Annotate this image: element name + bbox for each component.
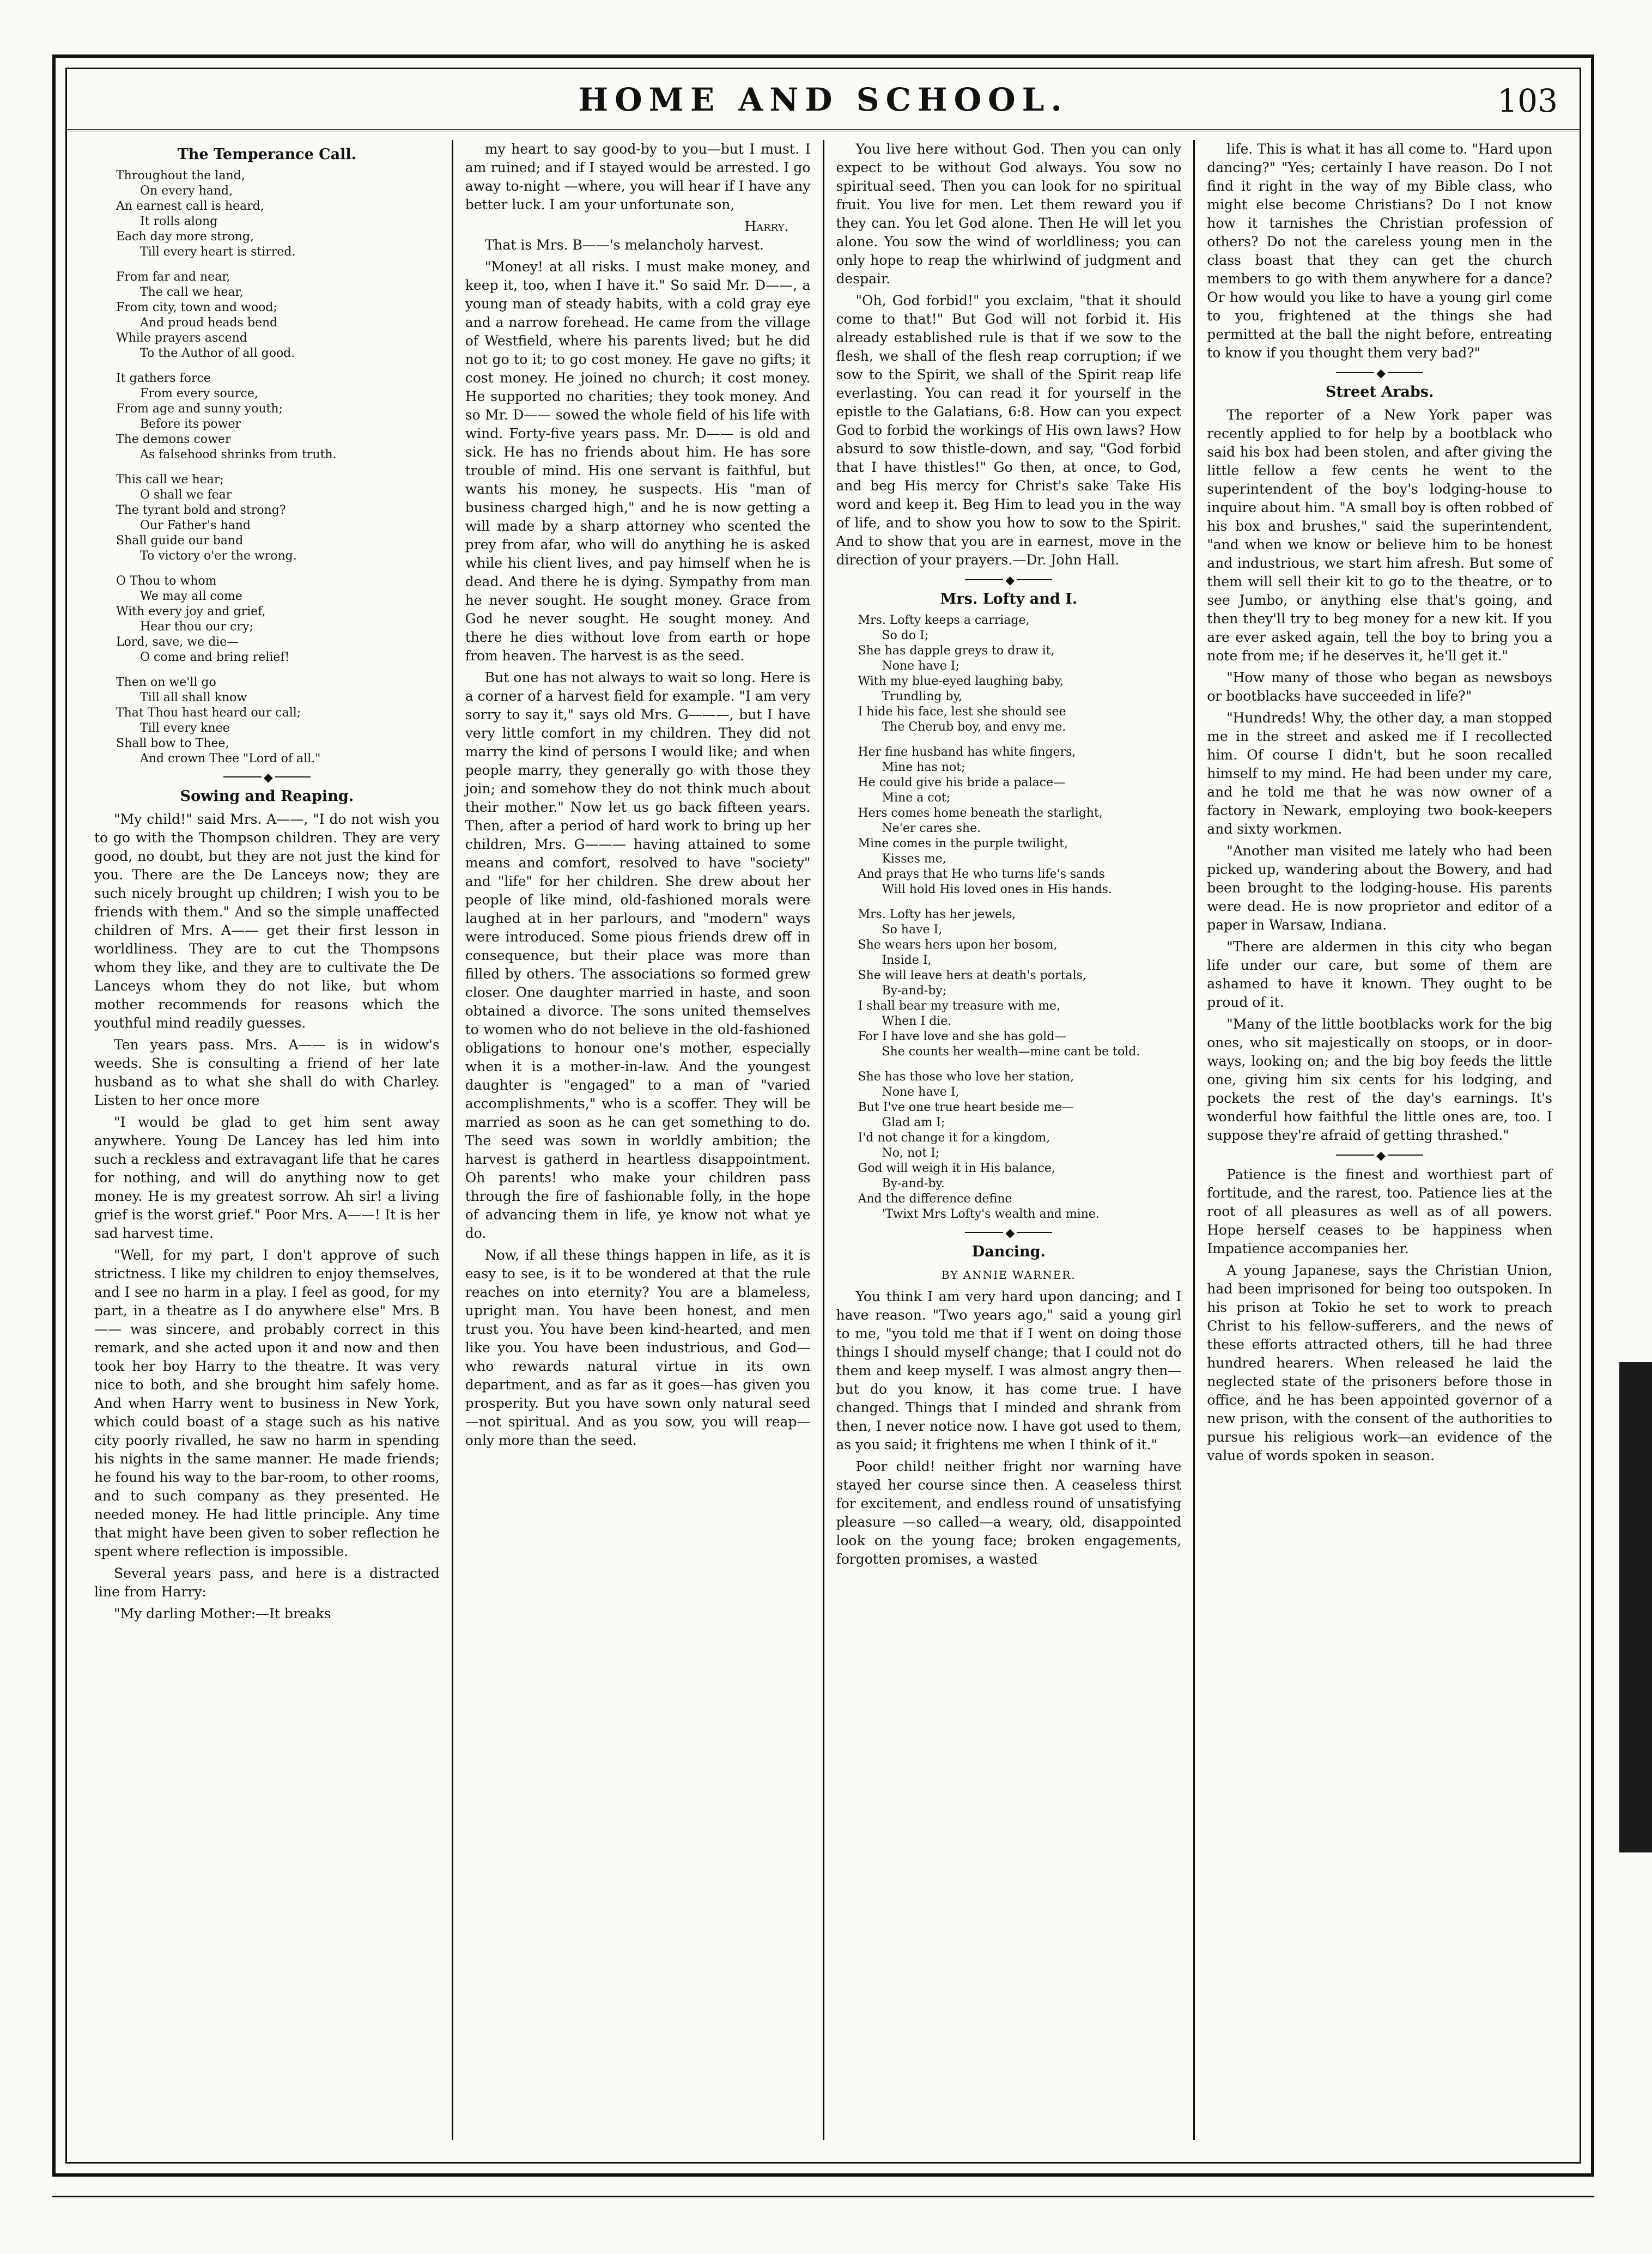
poem-line: When I die. xyxy=(882,1014,952,1028)
poem-line: It gathers force xyxy=(116,372,211,385)
poem-line: The Cherub boy, and envy me. xyxy=(882,720,1066,734)
page-frame xyxy=(52,54,1594,2177)
poem-stanza xyxy=(858,1070,1182,1222)
poem-line: Then on we'll go xyxy=(116,676,216,689)
paragraph: "My child!" said Mrs. A——, "I do not wish you to go with the Thompson children. They are very good, no doubt, but they are not just the kind for you. There are the De Lanceys now; they are such nicely brought up children; I wish you to be friends with them." And so the simple unaffected children of Mrs. A—— get their first lesson in worldliness. They are to cut the Thompsons whom they like, and they are to cultivate the De Lanceys whom they do not like, but whom mother recommends for reasons which the youthful mind readily guesses. xyxy=(94,811,440,1031)
poem-line: The tyrant bold and strong? xyxy=(116,503,286,517)
poem-line: Till every knee xyxy=(140,721,230,735)
poem-line: O Thou to whom xyxy=(116,574,217,588)
paragraph: my heart to say good-by to you—but I must. I am ruined; and if I stayed would be arrested. I go away to-night —where, you will hear if I have any better luck. I am your unfortunate son, xyxy=(465,141,811,212)
paragraph: Several years pass, and here is a distracted line from Harry: xyxy=(94,1565,440,1600)
poem-line: Mrs. Lofty keeps a carriage, xyxy=(858,613,1030,627)
poem-line: An earnest call is heard, xyxy=(116,199,264,213)
arabs-text xyxy=(1207,406,1552,1145)
poem-stanza xyxy=(116,168,440,260)
poem-line: With every joy and grief, xyxy=(116,605,266,618)
section-divider xyxy=(1336,1155,1423,1156)
poem-line: And the difference define xyxy=(858,1192,1012,1206)
poem-line: From age and sunny youth; xyxy=(116,402,283,416)
poem-line: From far and near, xyxy=(116,270,230,284)
poem-line: Shall guide our band xyxy=(116,534,244,548)
poem-line: But I've one true heart beside me— xyxy=(858,1101,1074,1114)
lofty-poem xyxy=(858,613,1182,1222)
poem-line: Mine comes in the purple twilight, xyxy=(858,837,1068,850)
paragraph: The reporter of a New York paper was recently applied to for help by a bootblack who said his box had been stolen, and after giving the little fellow a few cents he went to the superintendent of the boy's lodging-house to inquire about him. "A small boy is often robbed of his box and brushes," said the superintendent, "and when we know or believe him to be honest and industrious, we start him afresh. But some of them will sell their kit to go to the theatre, or to see Jumbo, or anything else that's going, and then they'll try to beg money for a new kit. If you are ever asked again, tell the boy to bring you a note from me; if he deserves it, he'll get it." xyxy=(1207,407,1552,664)
poem-line: Our Father's hand xyxy=(140,519,251,532)
poem-line: Till every heart is stirred. xyxy=(140,245,296,259)
poem-line: She will leave hers at death's portals, xyxy=(858,969,1086,982)
poem-line: For I have love and she has gold— xyxy=(858,1030,1067,1043)
poem-line: By-and-by. xyxy=(882,1177,945,1190)
paragraph: You live here without God. Then you can only expect to be without God always. You sow no spiritual seed. Then you can look for no spiritual fruit. You live for men. Let them reward you if they can. You let God alone. Then He will let you alone. You sow the wind of worldliness; you can only hope to reap the whirlwind of judgment and despair. xyxy=(836,141,1182,287)
column-3 xyxy=(824,140,1195,2140)
page-edge-shadow xyxy=(1619,1362,1652,1852)
poem-line: She has those who love her station, xyxy=(858,1070,1074,1084)
paragraph: That is Mrs. B——'s melancholy harvest. xyxy=(484,237,764,253)
dancing-heading: Dancing. xyxy=(971,1243,1046,1260)
paragraph: life. This is what it has all come to. "Hard upon dancing?" "Yes; certainly I have reason. Do I not find it right in the way of my Bible class, who might else become Christians? Do I not know how it tarnishes the Christian profession of others? Do not the careless young men in the class boast that they can get the church members to go with them anywhere for a dance? Or how would you like to have a young girl come to you, frightened at the things she had permitted at the ball the night before, entreating to know if you thought them very bad?" xyxy=(1207,141,1552,361)
page-number: 103 xyxy=(1497,82,1558,119)
lofty-heading: Mrs. Lofty and I. xyxy=(940,591,1078,607)
poem-stanza xyxy=(858,745,1182,897)
paragraph: You think I am very hard upon dancing; and I have reason. "Two years ago," said a young girl to me, "you told me that if I went on doing those things I should myself change; that I could not do them and keep myself. I was almost angry then—but do you know, it has come true. I have changed. Things that I minded and shrank from then, I never notice now. I have got used to them, as you said; it frightens me when I think of it." xyxy=(836,1289,1182,1453)
paragraph: "Well, for my part, I don't approve of such strictness. I like my children to enjoy themselves, and I see no harm in a play. I feel as good, for my part, in a theatre as I do anywhere else" Mrs. B—— was sincere, and probably correct in this remark, and she acted upon it and now and then took her boy Harry to the theatre. It was very nice to both, and she brought him safely home. And when Harry went to business in New York, which could boast of a stage such as his native city poorly rivalled, he saw no harm in spending his nights in the same manner. He made friends; he found his way to the bar-room, to other rooms, and to such company as they presented. He needed money. He had little principle. Any time that might have been given to sober reflection he spent where reflection is impossible. xyxy=(94,1247,440,1559)
poem-line: Trundling by, xyxy=(882,690,963,703)
paragraph: "My darling Mother:—It breaks xyxy=(114,1606,331,1621)
poem-line: None have I, xyxy=(882,1085,959,1099)
section-divider xyxy=(965,579,1052,580)
paragraph: Poor child! neither fright nor warning have stayed her course since then. A ceaseless thirst for excitement, and endless round of unsatisfying pleasure —so called—a weary, old, disappointed look on the young face; broken engagements, forgotten promises, a wasted xyxy=(836,1459,1182,1567)
paragraph: "Oh, God forbid!" you exclaim, "that it should come to that!" But God will not forbid it. His already established rule is that if we sow to the flesh, we shall of the flesh reap corruption; if we sow to the Spirit, we shall of the Spirit reap life everlasting. You can read it for yourself in the epistle to the Galatians, 6:8. How can you expect God to forbid the workings of His own laws? How absurd to sow thistle-down, and say, "God forbid that I have thistles!" Go then, at once, to God, and beg His mercy for Christ's sake Take His word and keep it. Beg Him to lead you in the way of life, and to show you how to sow to the Spirit. And to show that you are in earnest, move in the direction of your prayers.—Dr. John Hall. xyxy=(836,293,1182,568)
poem-line: And prays that He who turns life's sands xyxy=(858,867,1105,881)
section-divider xyxy=(965,1232,1052,1233)
poem-line: Ne'er cares she. xyxy=(882,822,981,835)
poem-line: So do I; xyxy=(882,629,929,642)
paragraph: Ten years pass. Mrs. A—— is in widow's weeds. She is consulting a friend of her late husband as to what she shall do with Charley. Listen to her once more xyxy=(94,1037,440,1108)
poem-line: Kisses me, xyxy=(882,852,946,866)
poem-line: I shall bear my treasure with me, xyxy=(858,999,1061,1013)
sowing-column-1-text xyxy=(94,810,440,1623)
poem-line: I hide his face, lest she should see xyxy=(858,705,1066,719)
signature-harry: Harry. xyxy=(744,218,789,234)
paragraph: Now, if all these things happen in life, as it is easy to see, is it to be wondered at that the rule reaches on into eternity? You are a blameless, upright man. You have been honest, and men trust you. You have been kind-hearted, and men like you. You have been industrious, and God—who rewards natural virtue in its own department, and as far as it goes—has given you prosperity. But you have sown only natural seed—not spiritual. And as you sow, you will reap—only more than the seed. xyxy=(465,1247,811,1448)
poem-line: Before its power xyxy=(140,417,241,431)
poem-stanza xyxy=(858,907,1182,1060)
poem-stanza xyxy=(116,472,440,564)
paragraph: "Money! at all risks. I must make money, and keep it, too, when I have it." So said Mr. D——, a young man of steady habits, with a cold gray eye and a narrow forehead. He came from the village of Westfield, where his parents lived; but he did not go to it; to go cost money. He gave no gifts; it cost money. He joined no church; it cost money. He supported no charities; they took money. And so Mr. D—— sowed the whole field of his life with wind. Forty-five years pass. Mr. D—— is old and sick. He has no friends about him. He has sore trouble of mind. His one servant is faithful, but wants his money, he suspects. His "man of business charged high," and he is now getting a will made by a sharp attorney who scented the prey from afar, who will do anything he is asked while his client lives, and pay himself when he is dead. And there he is dying. Sympathy from man he never sought. He sought money. Grace from God he never sought. He sought money. And there he dies without love from earth or hope from heaven. The harvest is as the seed. xyxy=(465,259,811,664)
poem-line: O come and bring relief! xyxy=(140,651,290,664)
poem-line: And proud heads bend xyxy=(140,316,278,330)
poem-line: As falsehood shrinks from truth. xyxy=(140,448,337,461)
poem-stanza xyxy=(116,675,440,767)
temperance-poem xyxy=(116,168,440,767)
columns xyxy=(82,140,1564,2140)
poem-line: To victory o'er the wrong. xyxy=(140,549,297,563)
poem-line: While prayers ascend xyxy=(116,331,247,345)
poem-line: Hers comes home beneath the starlight, xyxy=(858,806,1103,820)
poem-line: On every hand, xyxy=(140,184,233,198)
poem-line: And crown Thee "Lord of all." xyxy=(140,752,321,765)
column-2 xyxy=(453,140,824,2140)
poem-line: From every source, xyxy=(140,387,258,400)
poem-stanza xyxy=(116,270,440,361)
patience-paragraph: Patience is the finest and worthiest part of fortitude, and the rarest, too. Patience lies at the root of all pleasures as well as of all powers. Hope herself ceases to be happiness when Impatience accompanies her. xyxy=(1207,1167,1552,1256)
paragraph: "Many of the little bootblacks work for the big ones, who sit majestically on stoops, or in door-ways, looking on; and the big boy feeds the little one, giving him six cents for his lodging, and pockets the rest of the day's earnings. It's wonderful how faithful the little ones are, too. I suppose they're afraid of getting thrashed." xyxy=(1207,1016,1552,1143)
poem-line: 'Twixt Mrs Lofty's wealth and mine. xyxy=(882,1207,1100,1221)
poem-line: This call we hear; xyxy=(116,473,224,487)
poem-line: I'd not change it for a kingdom, xyxy=(858,1131,1050,1145)
poem-line: So have I, xyxy=(882,923,943,937)
paragraph: "I would be glad to get him sent away anywhere. Young De Lancey has led him into such a reckless and extravagant life that he cares for nothing, and will do anything now to get money. He is my greatest sorrow. Ah sir! a living grief is the worst grief." Poor Mrs. A——! It is her sad harvest time. xyxy=(94,1114,440,1241)
japanese-paragraph: A young Japanese, says the Christian Union, had been imprisoned for being too outspoken. In his prison at Tokio he set to work to preach Christ to his fellow-sufferers, and the news of these efforts attracted others, till he had three hundred hearers. When released he laid the neglected state of the prisoners before those in office, and he has been appointed governor of a new prison, with the consent of the authorities to pursue his religious work—an evidence of the value of words spoken in season. xyxy=(1207,1262,1552,1463)
poem-line: It rolls along xyxy=(140,215,218,228)
paragraph: "Hundreds! Why, the other day, a man stopped me in the street and asked me if I recollected him. Of course I didn't, but he soon recalled himself to my mind. He had been under my care, and he told me that he was now owner of a factory in Newark, employing two book-keepers and sixty workmen. xyxy=(1207,710,1552,837)
poem-stanza xyxy=(116,371,440,463)
column-4 xyxy=(1195,140,1564,2140)
poem-line: We may all come xyxy=(140,590,242,603)
poem-line: He could give his bride a palace— xyxy=(858,776,1066,789)
poem-line: No, not I; xyxy=(882,1146,940,1160)
paragraph: But one has not always to wait so long. Here is a corner of a harvest field for example. "I am very sorry to say it," says old Mrs. G———, but I have very little comfort in my children. They did not marry the kind of persons I would like; and when people marry, they generally go with those they join; and somehow they do not think much about their mother." Now let us go back fifteen years. Then, after a period of hard work to bring up her children, Mrs. G——— having attained to some means and comfort, resolved to have "society" and "life" for her children. She drew about her people of like mind, old-fashioned morals were laughed at in her parlours, and "modern" ways were introduced. Some pious friends drew off in consequence, but their place was more than filled by others. The associations so formed grew closer. One daughter married in haste, and soon obtained a divorce. The sons united themselves to women who do not believe in the old-fashioned obligations to honour one's mother, especially when it is a mother-in-law. And the youngest daughter is "engaged" to a man of "varied accomplishments," who is a scoffer. They will be married as soon as he can get something to do. The seed was sown in worldly ambition; the harvest is gatherd in heartless disappointment. Oh parents! who make your children pass through the fire of fashionable folly, in the hope of advancing them in life, ye know not what ye do. xyxy=(465,670,811,1241)
poem-line: Her fine husband has white fingers, xyxy=(858,745,1076,759)
poem-line: From city, town and wood; xyxy=(116,301,277,314)
column-1 xyxy=(82,140,453,2140)
poem-line: The demons cower xyxy=(116,433,231,446)
poem-line: Till all shall know xyxy=(140,691,247,704)
poem-line: God will weigh it in His balance, xyxy=(858,1162,1055,1175)
paragraph: "Another man visited me lately who had been picked up, wandering about the Bowery, and had been brought to the lodging-house. His parents were dead. He is now proprietor and editor of a paper in Warsaw, Indiana. xyxy=(1207,843,1552,933)
paragraph: "How many of those who began as newsboys or bootblacks have succeeded in life?" xyxy=(1207,670,1552,704)
poem-line: None have I; xyxy=(882,659,960,673)
footer-rule xyxy=(52,2196,1594,2197)
poem-line: That Thou hast heard our call; xyxy=(116,706,301,720)
masthead-title: HOME AND SCHOOL. xyxy=(578,81,1068,118)
poem-line: She wears hers upon her bosom, xyxy=(858,938,1058,952)
poem-stanza xyxy=(858,613,1182,735)
poem-line: O shall we fear xyxy=(140,488,232,502)
temperance-heading: The Temperance Call. xyxy=(177,146,357,163)
paragraph: "There are aldermen in this city who began life under our care, but some of them are ashamed to have it known. They ought to be proud of it. xyxy=(1207,939,1552,1010)
poem-line: Lord, save, we die— xyxy=(116,635,239,649)
arabs-heading: Street Arabs. xyxy=(1325,384,1434,400)
poem-line: Mrs. Lofty has her jewels, xyxy=(858,908,1016,921)
poem-line: Hear thou our cry; xyxy=(140,620,253,634)
poem-line: Mine has not; xyxy=(882,761,965,774)
poem-line: By-and-by; xyxy=(882,984,947,998)
poem-line: Each day more strong, xyxy=(116,230,254,244)
poem-line: She counts her wealth—mine cant be told. xyxy=(882,1045,1140,1059)
poem-line: To the Author of all good. xyxy=(140,347,295,360)
sowing-heading: Sowing and Reaping. xyxy=(180,788,354,805)
masthead xyxy=(67,69,1580,131)
section-divider xyxy=(223,776,311,777)
poem-line: She has dapple greys to draw it, xyxy=(858,644,1055,658)
dancing-byline: BY ANNIE WARNER. xyxy=(941,1268,1076,1281)
page-inner-frame xyxy=(65,68,1581,2164)
poem-line: Mine a cot; xyxy=(882,791,951,805)
poem-line: Glad am I; xyxy=(882,1116,945,1129)
poem-line: Shall bow to Thee, xyxy=(116,737,229,750)
poem-line: Inside I, xyxy=(882,953,932,967)
poem-line: Throughout the land, xyxy=(116,169,245,183)
poem-stanza xyxy=(116,574,440,665)
poem-line: The call we hear, xyxy=(140,285,244,299)
poem-line: Will hold His loved ones in His hands. xyxy=(882,883,1112,896)
poem-line: With my blue-eyed laughing baby, xyxy=(858,675,1064,688)
section-divider xyxy=(1336,372,1423,373)
